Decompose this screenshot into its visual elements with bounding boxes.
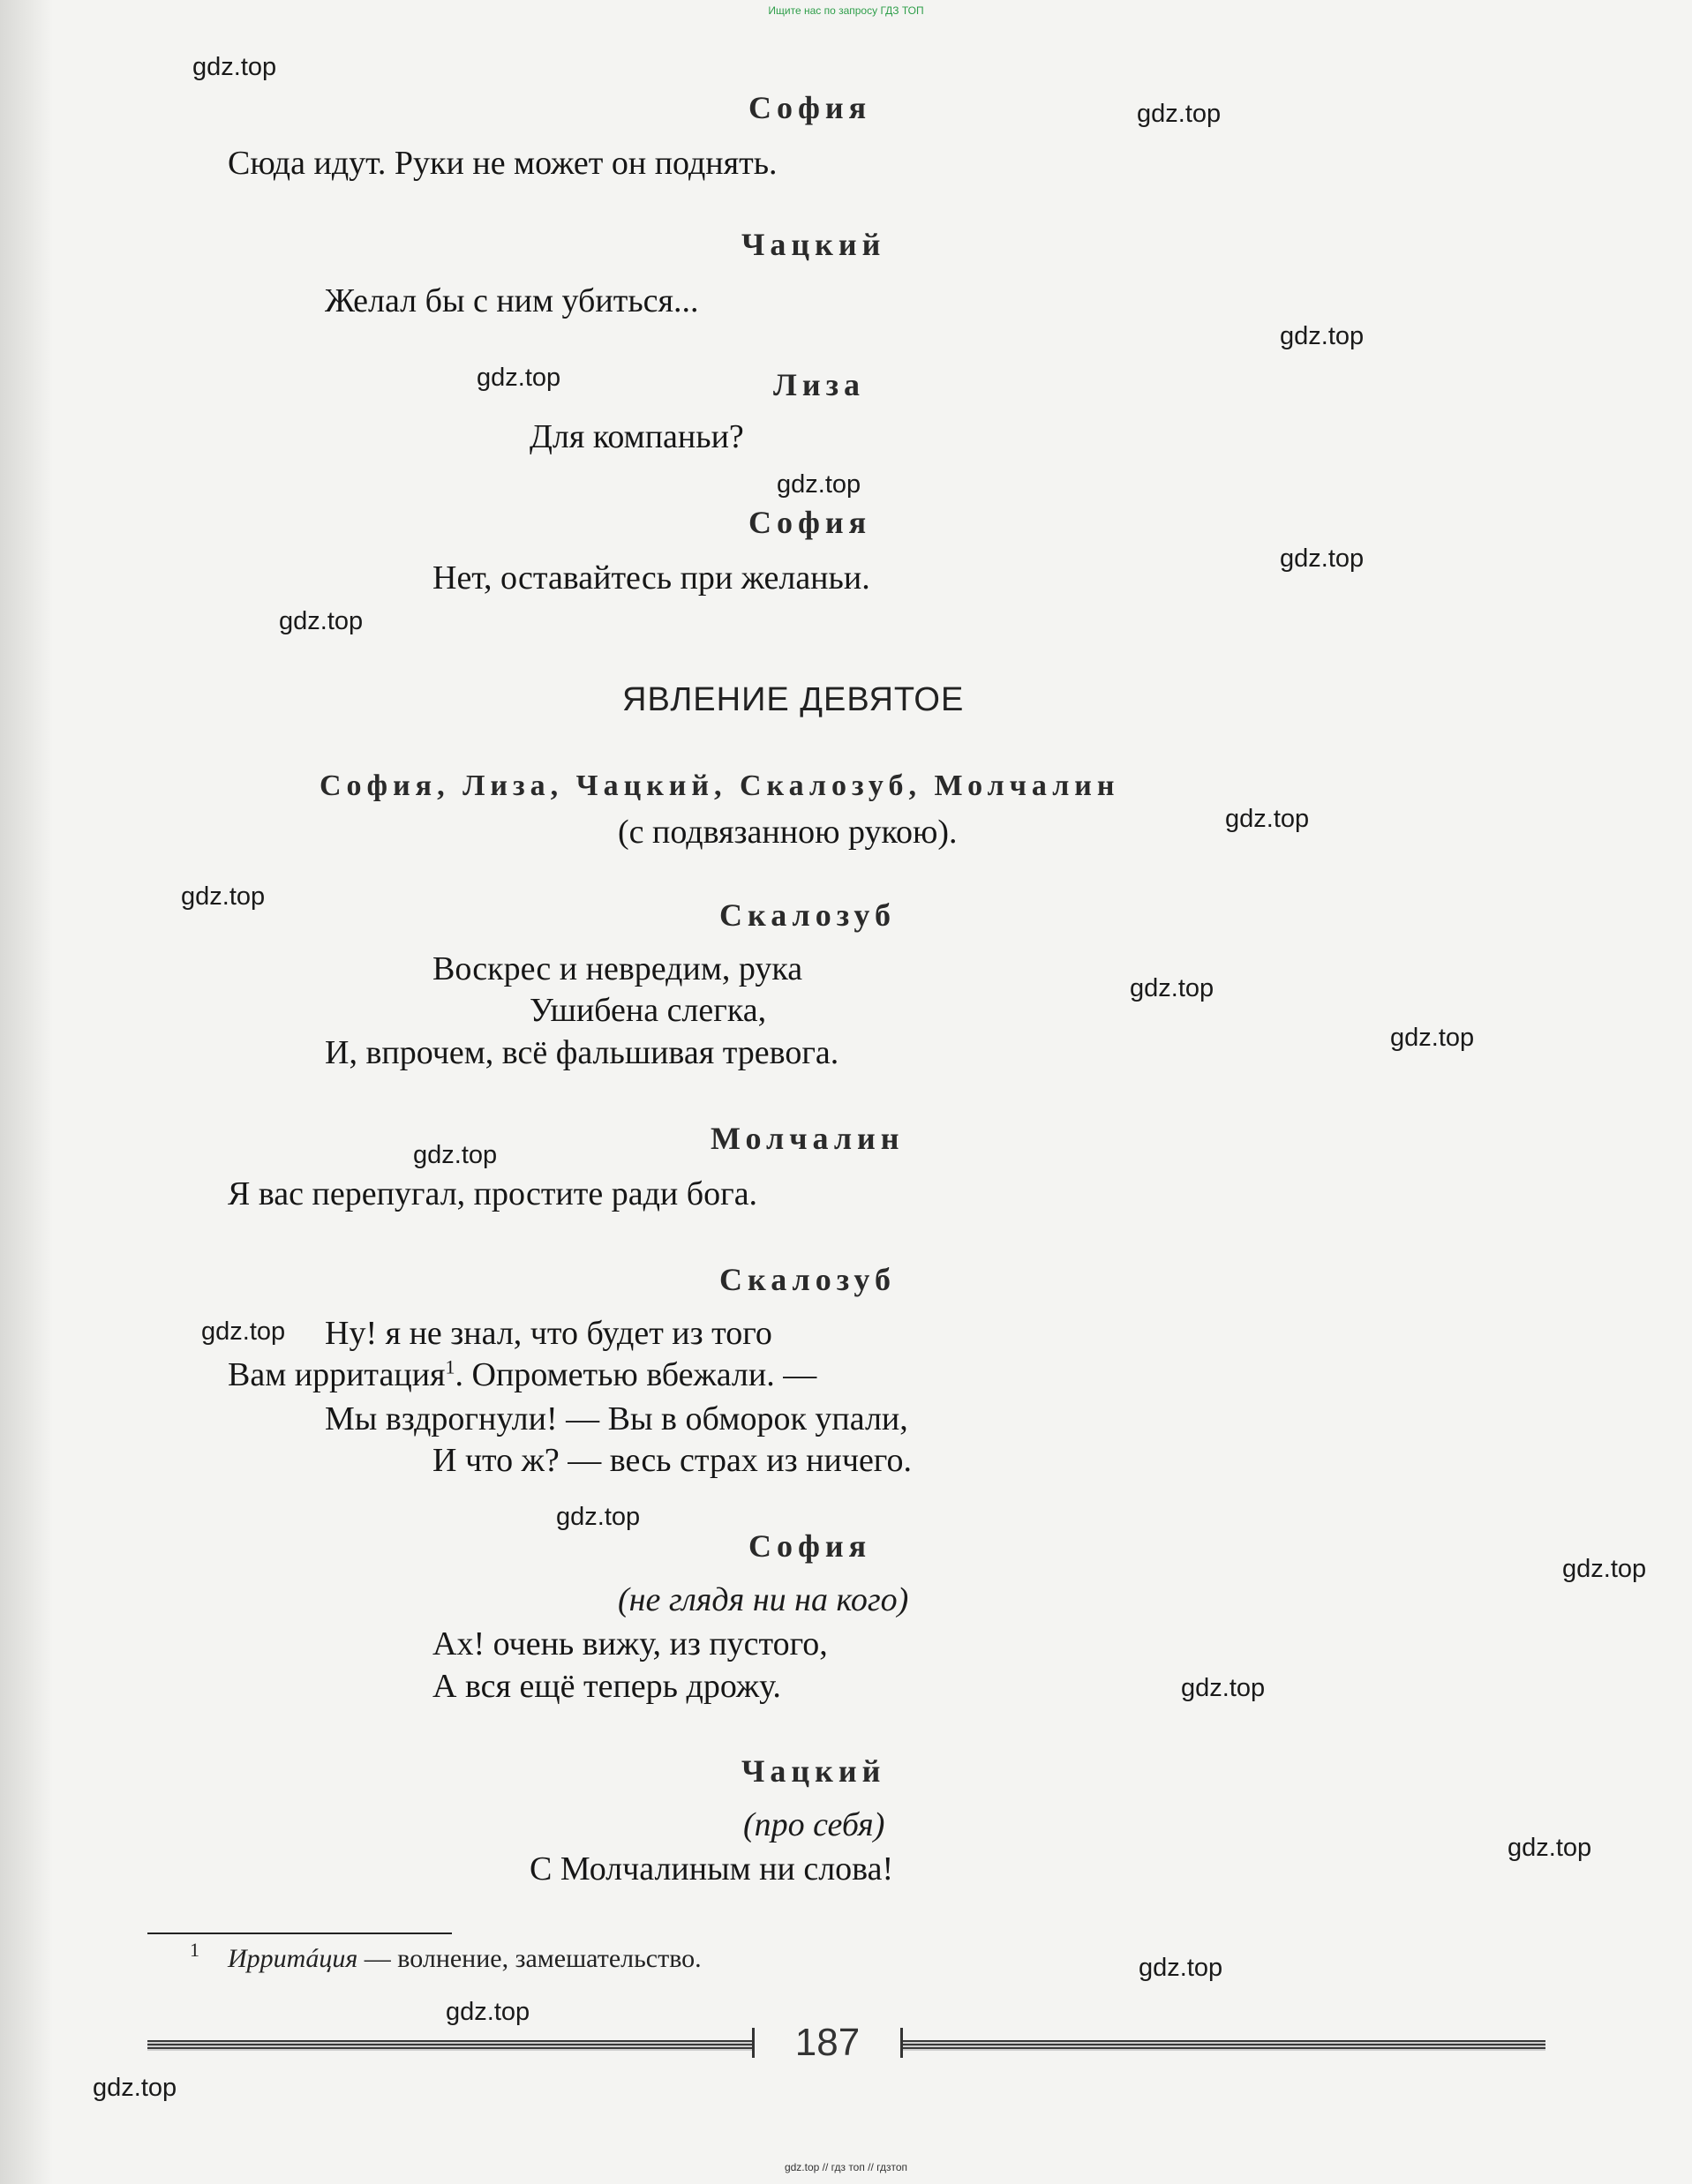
speaker-sofia: София — [748, 90, 872, 125]
watermark: gdz.top — [1280, 322, 1365, 350]
text-line — [228, 1355, 816, 1395]
watermark: gdz.top — [1225, 805, 1310, 833]
watermark: gdz.top — [1562, 1555, 1647, 1583]
watermark: gdz.top — [201, 1317, 286, 1346]
watermark: gdz.top — [93, 2074, 177, 2102]
watermark: gdz.top — [1390, 1024, 1475, 1052]
scene-heading: ЯВЛЕНИЕ ДЕВЯТОЕ — [622, 681, 965, 718]
stage-remark: (не глядя ни на кого) — [618, 1581, 909, 1618]
text-line: И что ж? — весь страх из ничего. — [432, 1442, 912, 1479]
page-rule-left — [147, 2040, 752, 2051]
speaker-chatsky: Чацкий — [741, 1753, 886, 1789]
speaker-sofia: София — [748, 505, 872, 540]
text-fragment: . Опрометью вбежали. — — [455, 1356, 817, 1393]
page-number: 187 — [794, 2021, 861, 2064]
speaker-molchalin: Молчалин — [711, 1121, 905, 1156]
watermark: gdz.top — [446, 1998, 530, 2026]
watermark: gdz.top — [556, 1503, 641, 1531]
footnote-term: Ирритáция — [228, 1944, 358, 1973]
footnote-number: 1 — [190, 1939, 199, 1961]
footnote — [190, 1939, 702, 1974]
bottom-note: gdz.top // гдз топ // гдзтоп — [784, 2161, 908, 2173]
watermark: gdz.top — [1508, 1834, 1592, 1862]
cast-list: София, Лиза, Чацкий, Скалозуб, Молчалин — [320, 769, 1120, 802]
footnote-text: — волнение, замешательство. — [357, 1944, 702, 1973]
speaker-skalozub: Скалозуб — [719, 1262, 896, 1297]
speaker-sofia: София — [748, 1528, 872, 1564]
watermark: gdz.top — [1181, 1674, 1266, 1702]
book-spine-shadow — [0, 0, 53, 2184]
footnote-ref: 1 — [445, 1355, 455, 1378]
text-line: Сюда идут. Руки не может он поднять. — [228, 145, 778, 182]
footnote-divider — [147, 1933, 452, 1934]
speaker-liza: Лиза — [773, 367, 866, 402]
watermark: gdz.top — [279, 607, 364, 635]
text-line: Для компаньи? — [530, 418, 744, 455]
text-line: Желал бы с ним убиться... — [325, 282, 699, 319]
text-line: Я вас перепугал, простите ради бога. — [228, 1175, 758, 1212]
stage-remark: (про себя) — [743, 1806, 885, 1843]
text-line: Ушибена слегка, — [530, 992, 767, 1029]
text-line: Воскрес и невредим, рука — [432, 950, 803, 987]
watermark: gdz.top — [1137, 100, 1222, 128]
speaker-skalozub: Скалозуб — [719, 897, 896, 933]
text-line: Ах! очень вижу, из пустого, — [432, 1625, 828, 1662]
text-line: И, впрочем, всё фальшивая тревога. — [325, 1034, 839, 1071]
watermark: gdz.top — [777, 470, 861, 499]
speaker-chatsky: Чацкий — [741, 227, 886, 262]
text-fragment: Вам ирритация — [228, 1356, 446, 1393]
cast-remark: (с подвязанною рукою). — [618, 814, 958, 851]
text-line: А вся ещё теперь дрожу. — [432, 1668, 781, 1705]
text-line: Нет, оставайтесь при желаньи. — [432, 559, 870, 597]
text-line: Мы вздрогнули! — Вы в обморок упали, — [325, 1400, 908, 1437]
watermark: gdz.top — [192, 53, 277, 81]
page-rule-right — [903, 2040, 1545, 2051]
top-search-note: Ищите нас по запросу ГДЗ ТОП — [768, 4, 924, 17]
watermark: gdz.top — [1130, 974, 1214, 1002]
watermark: gdz.top — [413, 1141, 498, 1169]
watermark: gdz.top — [1280, 544, 1365, 573]
text-line: С Молчалиным ни слова! — [530, 1850, 894, 1888]
text-line: Ну! я не знал, что будет из того — [325, 1315, 772, 1352]
watermark: gdz.top — [1139, 1954, 1223, 1982]
watermark: gdz.top — [181, 882, 266, 911]
watermark: gdz.top — [477, 364, 561, 392]
